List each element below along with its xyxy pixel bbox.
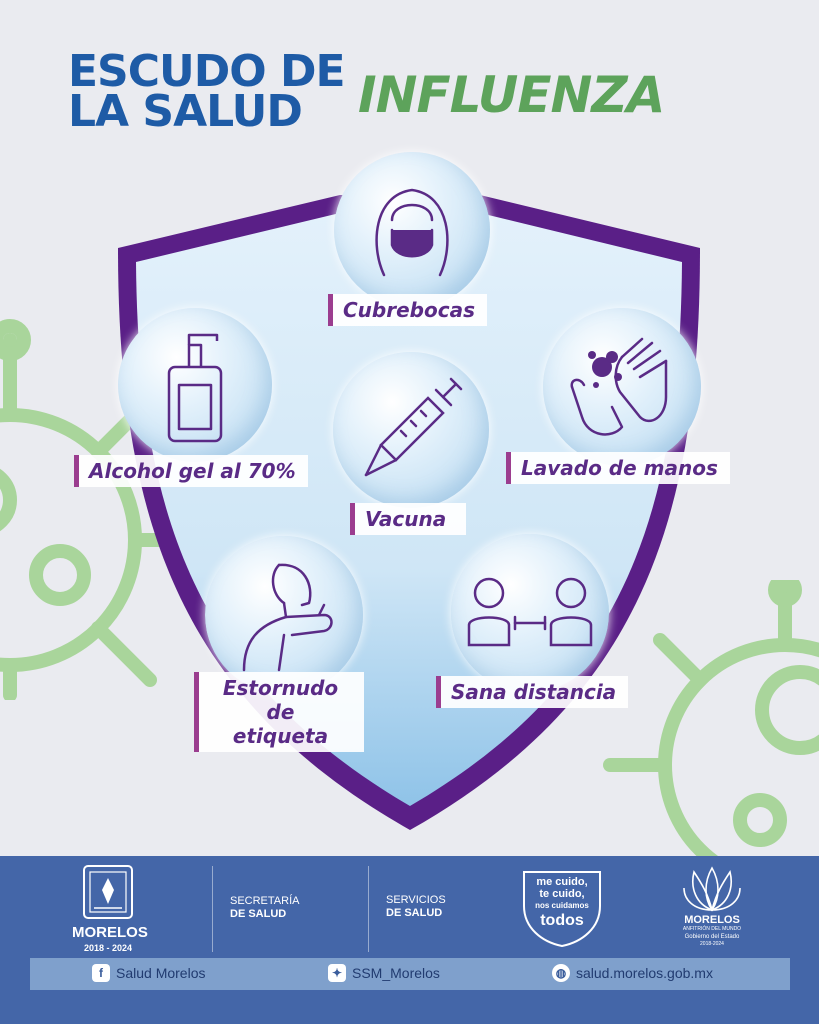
label-estornudo-line-1: Estornudo de bbox=[222, 676, 339, 724]
gov-line: Gobierno del Estado bbox=[684, 934, 740, 940]
gov-name: MORELOS bbox=[684, 914, 740, 926]
social-facebook-text: Salud Morelos bbox=[116, 965, 206, 981]
hand-washing-icon bbox=[562, 327, 682, 447]
secretaria-line-2: DE SALUD bbox=[230, 908, 287, 920]
footer-divider-2 bbox=[368, 866, 369, 952]
footer-secretaria bbox=[230, 895, 299, 921]
title-line-1: ESCUDO DE bbox=[68, 46, 345, 97]
label-estornudo-line-2: etiqueta bbox=[232, 724, 329, 748]
government-logo bbox=[672, 864, 752, 954]
social-distance-icon bbox=[465, 573, 595, 653]
social-twitter[interactable] bbox=[328, 964, 440, 982]
label-sana-distancia: Sana distancia bbox=[436, 676, 628, 708]
footer-years: 2018 - 2024 bbox=[84, 943, 133, 953]
slogan-line-1: me cuido, bbox=[536, 876, 588, 888]
bubble-estornudo bbox=[205, 536, 363, 694]
label-vacuna: Vacuna bbox=[350, 503, 466, 535]
servicios-line-1: SERVICIOS bbox=[386, 894, 446, 906]
servicios-line-2: DE SALUD bbox=[386, 907, 443, 919]
label-estornudo bbox=[194, 672, 364, 752]
slogan-line-3: nos cuidamos bbox=[535, 901, 589, 910]
gov-years: 2018-2024 bbox=[700, 941, 724, 947]
title-highlight: INFLUENZA bbox=[358, 66, 665, 124]
slogan-line-2: te cuido, bbox=[539, 888, 585, 900]
state-seal-icon bbox=[80, 864, 136, 924]
social-website-text: salud.morelos.gob.mx bbox=[576, 965, 713, 981]
social-facebook[interactable] bbox=[92, 964, 206, 982]
label-lavado-manos: Lavado de manos bbox=[506, 452, 730, 484]
facebook-icon: f bbox=[92, 964, 110, 982]
label-cubrebocas: Cubrebocas bbox=[328, 294, 487, 326]
title-line-2: LA SALUD bbox=[68, 86, 302, 137]
footer-morelos-name: MORELOS bbox=[72, 924, 148, 941]
bubble-lavado-manos bbox=[543, 308, 701, 466]
footer-servicios bbox=[386, 894, 446, 920]
morelos-seal bbox=[80, 864, 136, 924]
face-mask-icon bbox=[362, 175, 462, 285]
label-alcohol-gel: Alcohol gel al 70% bbox=[74, 455, 308, 487]
syringe-icon bbox=[356, 375, 466, 485]
bubble-vacuna bbox=[333, 352, 489, 508]
social-website[interactable] bbox=[552, 964, 713, 982]
bubble-alcohol-gel bbox=[118, 308, 272, 462]
sneeze-elbow-icon bbox=[224, 555, 344, 675]
web-globe-icon: ◍ bbox=[552, 964, 570, 982]
twitter-icon: ✦ bbox=[328, 964, 346, 982]
bubble-cubrebocas bbox=[334, 152, 490, 308]
slogan-badge bbox=[520, 866, 604, 948]
slogan-line-4: todos bbox=[540, 912, 584, 929]
secretaria-line-1: SECRETARÍA bbox=[230, 895, 300, 907]
gov-sub: ANFITRIÓN DEL MUNDO bbox=[682, 926, 742, 932]
bubble-sana-distancia bbox=[451, 534, 609, 692]
sanitizer-bottle-icon bbox=[155, 325, 235, 445]
lotus-logo-icon bbox=[682, 864, 742, 914]
footer-divider-1 bbox=[212, 866, 213, 952]
social-twitter-text: SSM_Morelos bbox=[352, 965, 440, 981]
